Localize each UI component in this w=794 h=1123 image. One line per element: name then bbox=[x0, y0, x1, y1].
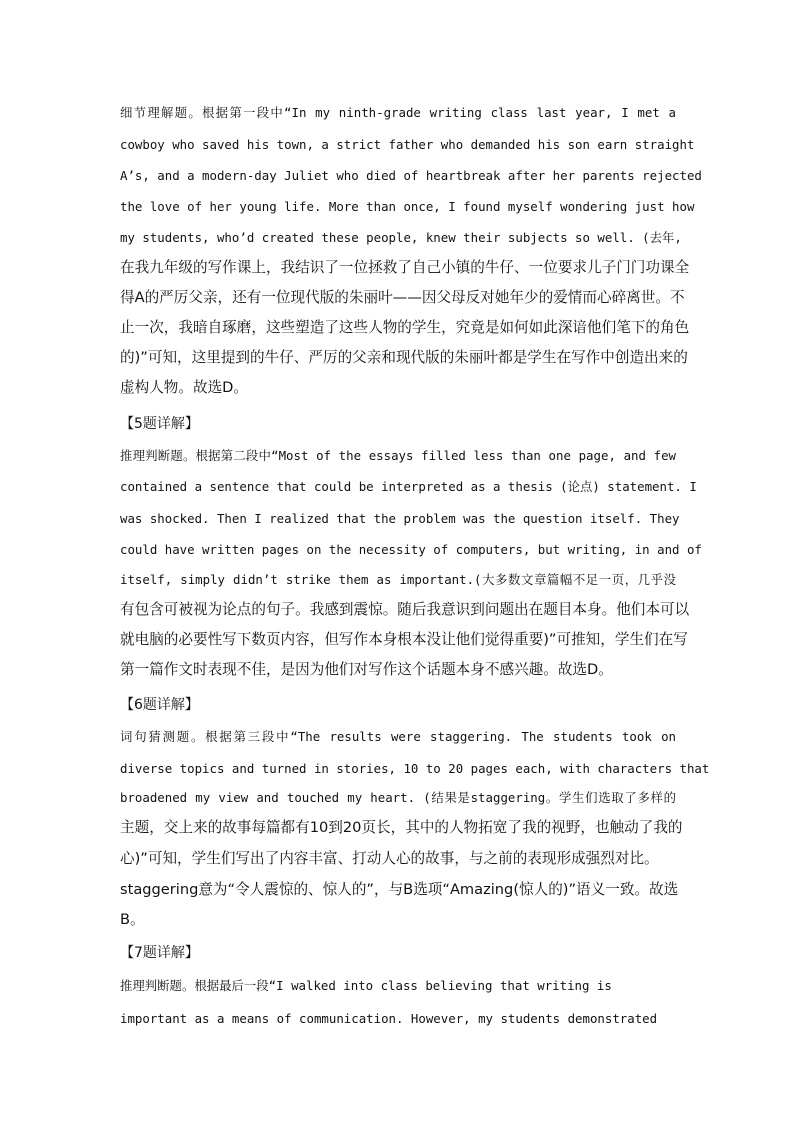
paragraph-line: diverse topics and turned in stories, 10 to 20 pages each, with characters that bbox=[120, 761, 710, 776]
paragraph-line: 主题，交上来的故事每篇都有10到20页长，其中的人物拓宽了我的视野，也触动了我的 bbox=[120, 819, 683, 836]
paragraph-line: 有包含可被视为论点的句子。我感到震惊。随后我意识到问题出在题目本身。他们本可以 bbox=[120, 601, 690, 618]
section-heading: 【7题详解】 bbox=[120, 945, 199, 961]
paragraph-line: 虚构人物。故选D。 bbox=[120, 379, 248, 396]
paragraph-line: cowboy who saved his town, a strict father who demanded his son earn straight bbox=[120, 137, 695, 152]
paragraph-line: 在我九年级的写作课上，我结识了一位拯救了自己小镇的牛仔、一位要求儿子门门功课全 bbox=[120, 259, 690, 276]
paragraph-line: staggering意为“令人震惊的、惊人的”，与B选项“Amazing(惊人的)”语义一致。故选 bbox=[120, 881, 679, 898]
section-heading: 【6题详解】 bbox=[120, 697, 199, 713]
paragraph-line: A’s, and a modern-day Juliet who died of heartbreak after her parents rejected bbox=[120, 168, 702, 183]
paragraph-line: 止一次，我暗自琢磨，这些塑造了这些人物的学生，究竟是如何如此深谙他们笔下的角色 bbox=[120, 319, 690, 336]
section-heading: 【5题详解】 bbox=[120, 416, 199, 432]
paragraph-line: was shocked. Then I realized that the problem was the question itself. They bbox=[120, 511, 680, 526]
paragraph-line: 的)”可知，这里提到的牛仔、严厉的父亲和现代版的朱丽叶都是学生在写作中创造出来的 bbox=[120, 349, 688, 366]
paragraph-line: 得A的严厉父亲，还有一位现代版的朱丽叶——因父母反对她年少的爱情而心碎离世。不 bbox=[120, 289, 685, 306]
paragraph-line: 词句猜测题。根据第三段中“The results were staggering. The students took on bbox=[120, 729, 676, 744]
paragraph-line: 就电脑的必要性写下数页内容，但写作本身根本没让他们觉得重要)”可推知，学生们在写 bbox=[120, 631, 688, 648]
paragraph-line: broadened my view and touched my heart. (结果是staggering。学生们选取了多样的 bbox=[120, 790, 676, 805]
paragraph-line: B。 bbox=[120, 911, 145, 928]
paragraph-line: the love of her young life. More than once, I found myself wondering just how bbox=[120, 199, 695, 214]
paragraph-line: my students, who’d created these people, knew their subjects so well. (去年, bbox=[120, 230, 682, 245]
paragraph-line: contained a sentence that could be interpreted as a thesis (论点) statement. I bbox=[120, 479, 697, 494]
paragraph-line: 细节理解题。根据第一段中“In my ninth-grade writing class last year, I met a bbox=[120, 105, 676, 120]
paragraph-line: could have written pages on the necessity of computers, but writing, in and of bbox=[120, 542, 702, 557]
paragraph-line: 推理判断题。根据最后一段“I walked into class believing that writing is bbox=[120, 978, 612, 993]
paragraph-line: 推理判断题。根据第二段中“Most of the essays filled less than one page, and few bbox=[120, 448, 676, 463]
paragraph-line: 第一篇作文时表现不佳，是因为他们对写作这个话题本身不感兴趣。故选D。 bbox=[120, 661, 613, 678]
paragraph-line: itself, simply didn’t strike them as important.(大多数文章篇幅不足一页，几乎没 bbox=[120, 572, 676, 587]
paragraph-line: important as a means of communication. However, my students demonstrated bbox=[120, 1011, 658, 1026]
paragraph-line: 心)”可知，学生们写出了内容丰富、打动人心的故事，与之前的表现形成强烈对比。 bbox=[120, 850, 659, 867]
